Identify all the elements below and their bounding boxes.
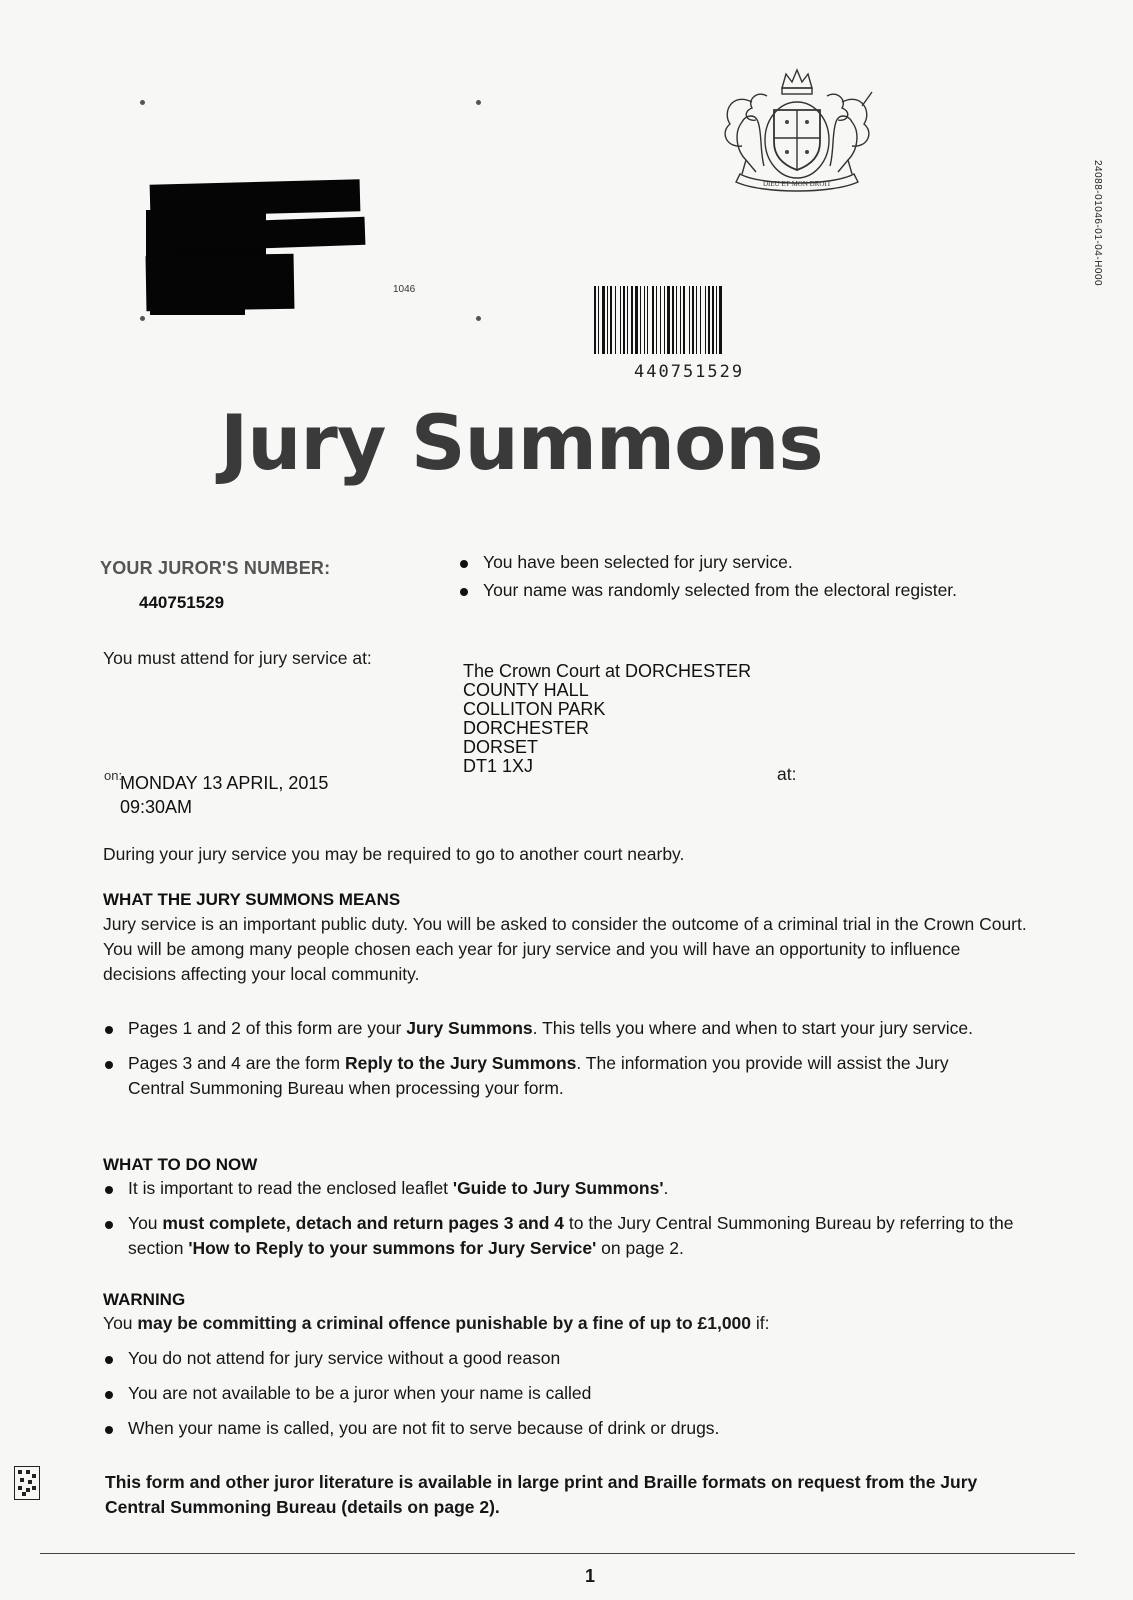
juror-number: 440751529	[139, 593, 225, 612]
divider	[40, 1553, 1075, 1554]
address-line: COLLITON PARK	[463, 699, 606, 719]
barcode-bar	[647, 286, 648, 354]
address-line: DT1 1XJ	[463, 756, 534, 776]
barcode-bar	[623, 286, 625, 354]
barcode-bar	[652, 286, 654, 354]
list-item: Your name was randomly selected from the electoral register.	[458, 578, 1048, 603]
registration-dot	[140, 316, 145, 321]
barcode-bar	[644, 286, 645, 354]
text: . This tells you where and when to start your jury service.	[532, 1018, 973, 1038]
list-item: You are not available to be a juror when your name is called	[103, 1381, 1033, 1406]
todo-heading: WHAT TO DO NOW	[103, 1155, 258, 1174]
barcode-bar	[594, 286, 596, 354]
todo-section	[103, 1155, 1033, 1261]
text: You	[103, 1313, 138, 1333]
barcode-bar	[660, 286, 661, 354]
barcode-bar	[667, 286, 670, 354]
barcode-bar	[676, 286, 677, 354]
bold-text: Jury Summons	[406, 1018, 533, 1038]
juror-number-label: YOUR JUROR'S NUMBER:	[100, 558, 331, 578]
barcode-bar	[700, 286, 701, 354]
barcode-bar	[598, 286, 599, 354]
pages-bullets	[103, 1016, 983, 1101]
barcode-bar	[615, 286, 616, 354]
barcode-bar	[640, 286, 641, 354]
barcode-number: 440751529	[634, 362, 745, 382]
barcode-bar	[656, 286, 657, 354]
barcode-bar	[705, 286, 706, 354]
warning-intro	[103, 1311, 1033, 1336]
side-reference: 24088-01046-01-04-H000	[1092, 160, 1103, 287]
barcode-bar	[719, 286, 722, 354]
datamatrix-code	[14, 1466, 40, 1500]
address-line: DORCHESTER	[463, 718, 590, 738]
barcode-bar	[683, 286, 685, 354]
small-code: 1046	[393, 284, 416, 295]
on-label: on:	[104, 768, 123, 783]
attendance-date: MONDAY 13 APRIL, 2015	[120, 773, 329, 793]
page-title: Jury Summons	[220, 398, 823, 487]
list-item: You do not attend for jury service without a good reason	[103, 1346, 1033, 1371]
list-item	[103, 1211, 1033, 1261]
barcode-bar	[631, 286, 633, 354]
barcode-bar	[635, 286, 638, 354]
at-label: at:	[777, 764, 797, 784]
intro-bullets	[458, 550, 1048, 603]
barcode-bar	[620, 286, 621, 354]
attend-label: You must attend for jury service at:	[103, 648, 372, 668]
barcode-bar	[602, 286, 605, 354]
bold-text: 'Guide to Jury Summons'	[452, 1178, 664, 1198]
text: on page 2.	[596, 1238, 684, 1258]
registration-dot	[140, 100, 145, 105]
barcode-bar	[708, 286, 710, 354]
means-heading: WHAT THE JURY SUMMONS MEANS	[103, 890, 401, 909]
barcode-bar	[696, 286, 697, 354]
svg-text:DIEU ET MON DROIT: DIEU ET MON DROIT	[762, 180, 832, 188]
bold-text: must complete, detach and return pages 3 and 4	[162, 1213, 565, 1233]
list-item	[103, 1176, 1033, 1201]
bold-text: may be committing a criminal offence punishable by a fine of up to £1,000	[137, 1313, 752, 1333]
page-number: 1	[585, 1566, 596, 1586]
barcode-bar	[672, 286, 674, 354]
means-section	[103, 890, 1033, 987]
barcode-bar	[692, 286, 694, 354]
barcode-bar	[664, 286, 665, 354]
attendance-time: 09:30AM	[120, 797, 193, 817]
list-item: When your name is called, you are not fit to serve because of drink or drugs.	[103, 1416, 1033, 1441]
barcode-bar	[607, 286, 608, 354]
bold-text: 'How to Reply to your summons for Jury Service'	[188, 1238, 597, 1258]
nearby-note: During your jury service you may be required to go to another court nearby.	[103, 844, 685, 864]
barcode-bar	[689, 286, 690, 354]
registration-dot	[476, 316, 481, 321]
royal-coat-of-arms	[712, 62, 882, 194]
address-line: DORSET	[463, 737, 539, 757]
warning-section	[103, 1290, 1033, 1441]
list-item: You have been selected for jury service.	[458, 550, 1048, 575]
list-item	[103, 1016, 983, 1041]
text: Pages 1 and 2 of this form are your	[128, 1018, 407, 1038]
means-text: Jury service is an important public duty. You will be asked to consider the outcome of a criminal trial in the Crown Court. You will be among many people chosen each year for jury service and you will have an opportunity to influence decisions affecting your local community.	[103, 914, 1027, 984]
bold-text: Reply to the Jury Summons	[344, 1053, 577, 1073]
text: . The information you provide will assist the Jury Central Summoning Bureau when processing your form.	[128, 1053, 949, 1098]
text: You	[128, 1213, 163, 1233]
warning-heading: WARNING	[103, 1290, 186, 1309]
text: Pages 3 and 4 are the form	[128, 1053, 345, 1073]
address-line: The Crown Court at DORCHESTER	[463, 661, 752, 681]
barcode-bar	[610, 286, 612, 354]
registration-dot	[476, 100, 481, 105]
barcode-bar	[627, 286, 628, 354]
barcode	[594, 286, 794, 356]
footer-note: This form and other juror literature is available in large print and Braille formats on request from the Jury Central Summoning Bureau (details on page 2).	[105, 1472, 978, 1517]
text: to the Jury Central Summoning Bureau by referring to the section	[128, 1213, 1014, 1258]
list-item	[103, 1051, 983, 1101]
text: It is important to read the enclosed leaflet	[128, 1178, 453, 1198]
text: .	[663, 1178, 669, 1198]
barcode-bar	[680, 286, 681, 354]
text: if:	[751, 1313, 770, 1333]
court-address	[463, 662, 751, 776]
barcode-bar	[712, 286, 714, 354]
address-line: COUNTY HALL	[463, 680, 589, 700]
barcode-bar	[716, 286, 717, 354]
